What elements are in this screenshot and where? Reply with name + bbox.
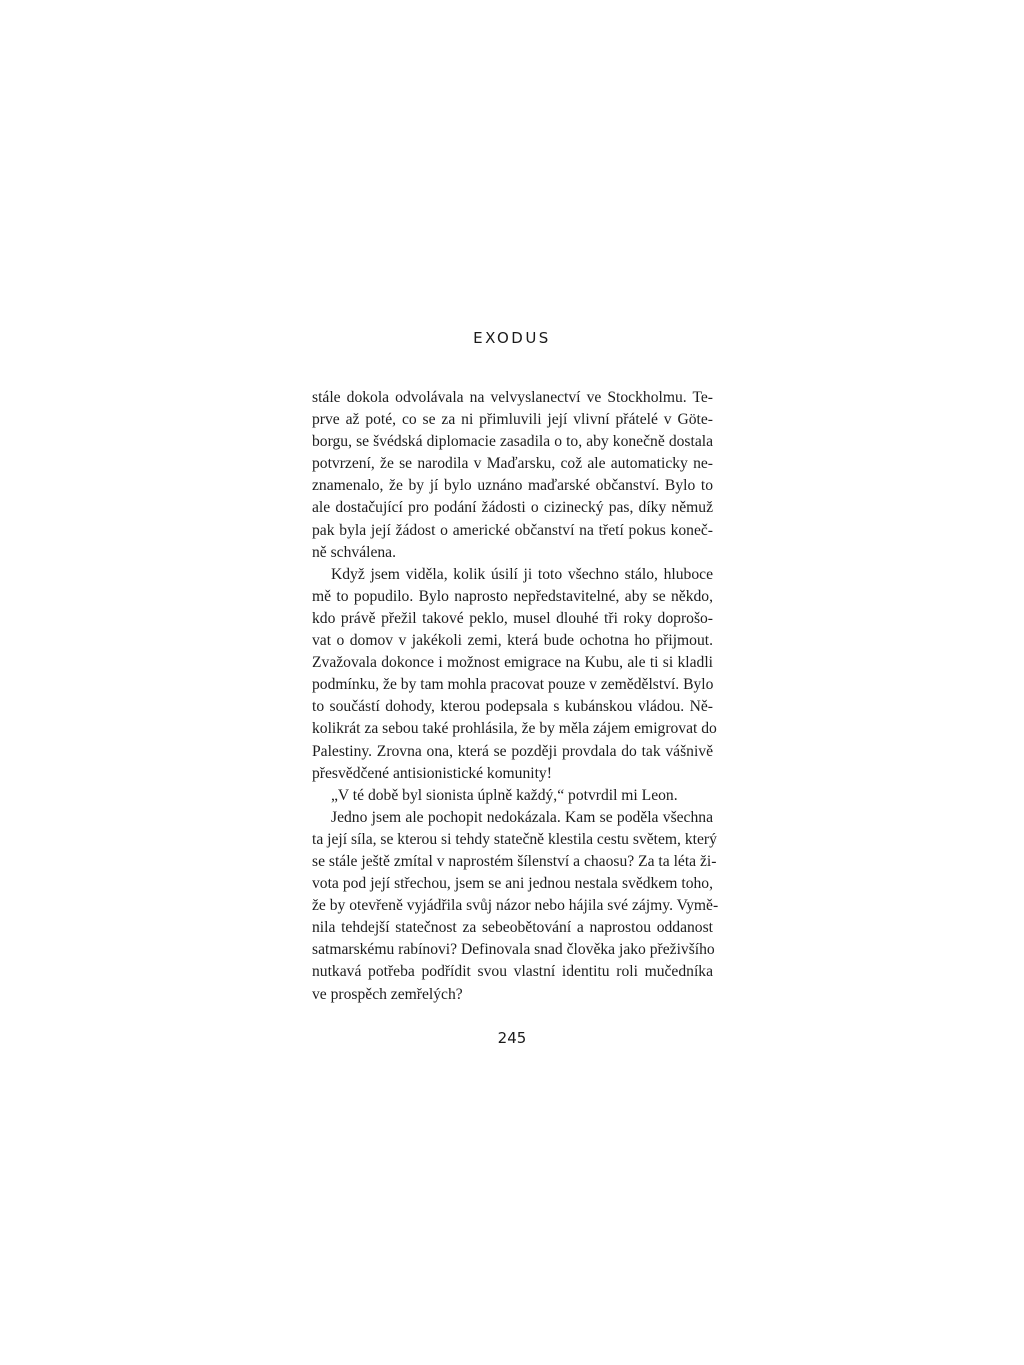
text-line: „V té době byl sionista úplně každý,“ potvrdil mi Leon.: [331, 786, 678, 804]
text-line: ně schválena.: [312, 543, 396, 561]
text-line: nila tehdejší statečnost za sebeobětování a naprostou oddanost: [312, 919, 713, 937]
text-line: Zvažovala dokonce i možnost emigrace na Kubu, ale ti si kladli: [312, 654, 713, 672]
paragraph: [312, 785, 713, 807]
text-line: ta její síla, se kterou si tehdy statečně klestila cestu světem, který: [312, 830, 717, 848]
text-line: stále dokola odvolávala na velvyslanectví ve Stockholmu. Te-: [312, 389, 713, 406]
text-line: se stále ještě zmítal v naprostém šílenství a chaosu? Za ta léta ži-: [312, 852, 717, 870]
text-line: nutkavá potřeba podřídit svou vlastní identitu roli mučedníka: [312, 963, 713, 981]
text-line: znamenalo, že by jí bylo uznáno maďarské občanství. Bylo to: [312, 477, 713, 495]
page-number: 245: [497, 1029, 527, 1047]
body-text: [312, 387, 719, 1006]
paragraph: [312, 387, 713, 564]
text-line: satmarskému rabínovi? Definovala snad člověka jako přeživšího: [312, 941, 715, 959]
text-line: že by otevřeně vyjádřila svůj názor nebo hájila své zájmy. Vymě-: [312, 897, 719, 915]
text-line: kolikrát za sebou také prohlásila, že by měla zájem emigrovat do: [312, 720, 717, 738]
text-line: vota pod její střechou, jsem se ani jednou nestala svědkem toho,: [312, 875, 713, 893]
text-line: to součástí dohody, kterou podepsala s kubánskou vládou. Ně-: [312, 698, 713, 716]
paragraph: [312, 807, 719, 1006]
text-line: pak byla její žádost o americké občanství na třetí pokus koneč-: [312, 521, 713, 539]
text-line: potvrzení, že se narodila v Maďarsku, což ale automaticky ne-: [312, 455, 713, 473]
text-line: ve prospěch zemřelých?: [312, 985, 463, 1003]
text-line: kdo právě přežil takové peklo, musel dlouhé tři roky doprošo-: [312, 609, 713, 627]
text-line: mě to popudilo. Bylo naprosto nepředstavitelné, aby se někdo,: [312, 587, 713, 605]
running-head: EXODUS: [473, 329, 551, 347]
text-line: vat o domov v jakékoli zemi, která bude ochotna ho přijmout.: [312, 632, 713, 650]
paragraph: [312, 564, 717, 785]
text-line: prve až poté, co se za ni přimluvili její vlivní přátelé v Göte-: [312, 411, 713, 429]
text-line: přesvědčené antisionistické komunity!: [312, 764, 552, 782]
text-line: ale dostačující pro podání žádosti o cizinecký pas, díky němuž: [312, 499, 713, 517]
text-line: Když jsem viděla, kolik úsilí ji toto všechno stálo, hluboce: [331, 565, 713, 583]
text-line: Jedno jsem ale pochopit nedokázala. Kam se poděla všechna: [331, 808, 713, 826]
text-line: Palestiny. Zrovna ona, která se později provdala do tak vášnivě: [312, 742, 713, 760]
text-line: podmínku, že by tam mohla pracovat pouze v zemědělství. Bylo: [312, 676, 714, 694]
text-line: borgu, se švédská diplomacie zasadila o to, aby konečně dostala: [312, 433, 713, 451]
